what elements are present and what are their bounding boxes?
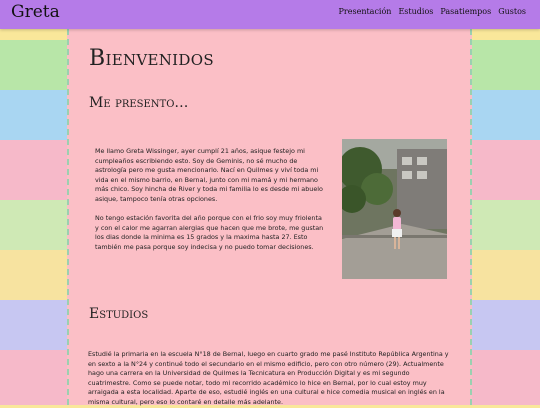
page-title: Bienvenidos <box>89 46 214 71</box>
section-heading-presento: Me presento… <box>89 95 189 111</box>
nav-link-estudios[interactable]: Estudios <box>398 7 434 16</box>
presento-paragraph-2: No tengo estación favorita del año porque con el frio soy muy friolenta y con el calor me agarran alergias que hacen que me brote, me gustan los dias donde la minima es 15 grados y la maxima hasta 27. Esto también me pasa porque soy indecisa y no puedo tomar decisiones. <box>95 214 324 251</box>
nav-link-gustos[interactable]: Gustos <box>498 7 526 16</box>
presento-paragraph-1: Me llamo Greta Wissinger, ayer cumplí 21 años, asique festejo mi cumpleaños escribiendo esto. Soy de Geminis, no sé mucho de astrología pero me gusta mencionarlo. Nací en Quilmes y viví toda mi vida en el mismo barrio, en Bernal, junto con mi mamá y mi hermano más chico. Soy hincha de River y toda mi familia lo es desde mi abuelo asique, tampoco tenía otras opciones. <box>95 147 323 203</box>
main-nav <box>339 7 526 16</box>
nav-link-presentacion[interactable]: Presentación <box>338 7 392 16</box>
estudios-paragraph: Estudié la primaria en la escuela N°18 de Bernal, luego en cuarto grado me pasé Instituto República Argentina y en sexto a la N°24 y continué todo el secundario en el mismo edificio, pero con otro número (29). Actualmente hago una carrera en la Universidad de Quilmes la Tecnicatura en Producción Digital y es mi segundo cuatrimestre. Como se puede notar, todo mi recorrido académico lo hice en Bernal, por lo cual estoy muy arraigada a esta localidad. Aparte de eso, estudié inglés en una cultural e hice comedia musical en inglés en la misma cultural, pero eso lo contaré en detalle más adelante. <box>88 350 449 406</box>
site-brand[interactable]: Greta <box>11 2 60 22</box>
profile-photo <box>342 139 447 279</box>
top-navbar <box>0 0 540 29</box>
section-heading-estudios: Estudios <box>89 306 149 322</box>
nav-link-pasatiempos[interactable]: Pasatiempos <box>440 7 492 16</box>
main-content <box>67 29 472 405</box>
